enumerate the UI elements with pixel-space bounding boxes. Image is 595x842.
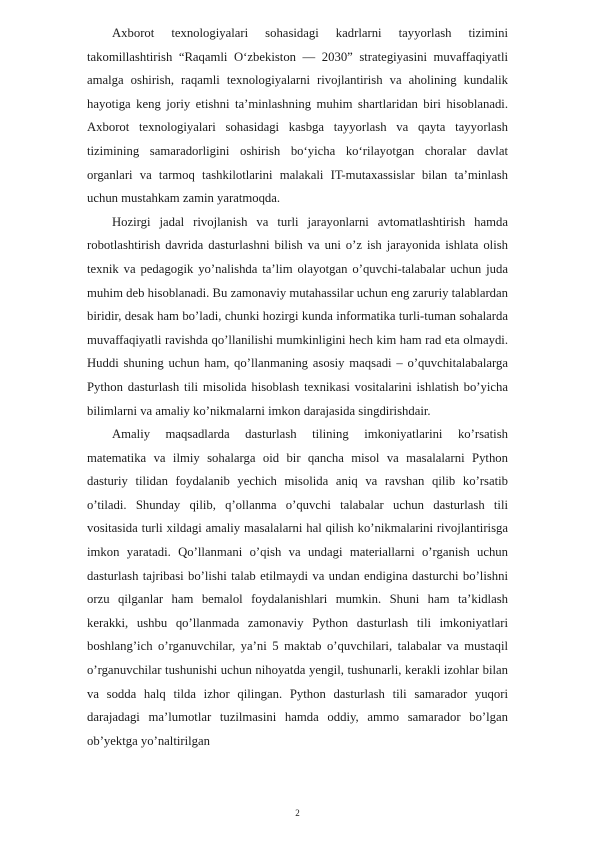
paragraph: Hozirgi jadal rivojlanish va turli jarayonlarni avtomatlashtirish hamda robotlashtirish davrida dasturlashni bilish va uni o’z ish jarayonida ishlata olish texnik va pedagogik yo’nalishda ta’lim olayotgan o’quvchi-talabalar uchun juda muhim deb hisoblanadi. Bu zamonaviy mutahassilar uchun eng zaruriy talablardan biridir, desak ham bo’ladi, chunki hozirgi kunda informatika turli-tuman sohalarda muvaffaqiyatli ravishda qo’llanilishi mumkinligini hech kim ham rad eta olmaydi. Huddi shuning uchun ham, qo’llanmaning asosiy maqsadi – o’quvchitalabalarga Python dasturlash tili misolida hisoblash texnikasi vositalarini ishlatish bo’yicha bilimlarni va amaliy ko’nikmalarni imkon darajasida singdirishdair. bbox=[87, 214, 508, 418]
body-text bbox=[87, 22, 508, 753]
paragraph: Axborot texnologiyalari sohasidagi kadrlarni tayyorlash tizimini takomillashtirish “Raqamli O‘zbekiston — 2030” strategiyasini muvaffaqiyatli amalga oshirish, raqamli texnologiyalarni rivojlantirish va aholining kundalik hayotiga keng joriy etishni ta’minlashning muhim shartlaridan biri hisoblanadi. Axborot texnologiyalari sohasidagi kasbga tayyorlash va qayta tayyorlash tizimining samaradorligini oshirish bo‘yicha ko‘rilayotgan choralar davlat organlari va tarmoq tashkilotlarini malakali IT-mutaxassislar bilan ta’minlash uchun mustahkam zamin yaratmoqda. bbox=[87, 26, 508, 206]
paragraph: Amaliy maqsadlarda dasturlash tilining imkoniyatlarini ko’rsatish matematika va ilmiy sohalarga oid bir qancha misol va masalalarni Python dasturiy tilidan foydalanib yechich misolida aniq va ravshan qilib ko’rsatib o’tiladi. Shunday qilib, q’ollanma o’quvchi talabalar uchun dasturlash tili vositasida turli xildagi amaliy masalalarni hal qilish ko’nikmalarini rivojlantirisga imkon yaratadi. Qo’llanmani o’qish va undagi materiallarni o’rganish uchun dasturlash tajribasi bo’lishi talab etilmaydi va undan endigina dasturchi bo’lishni orzu qilganlar ham bemalol foydalanishlari mumkin. Shuni ham ta’kidlash kerakki, ushbu qo’llanmada zamonaviy Python dasturlash tili imkoniyatlari boshlang’ich o’rganuvchilar, ya’ni 5 maktab o’quvchilari, talabalar va mustaqil o’rganuvchilar tushunishi uchun nihoyatda yengil, tushunarli, kerakli izohlar bilan va sodda halq tilda izhor qilingan. Python dasturlash tili samarador yuqori darajadagi ma’lumotlar tuzilmasini hamda oddiy, ammo samarador bo’lgan ob’yektga yo’naltirilgan bbox=[87, 427, 508, 748]
page-number: 2 bbox=[295, 808, 300, 818]
